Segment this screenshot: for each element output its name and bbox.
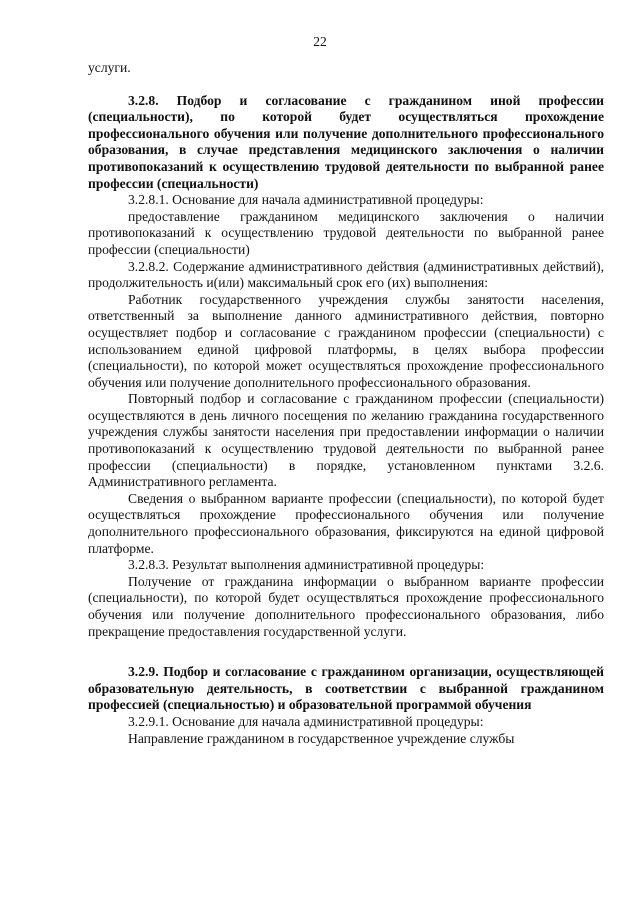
subsection-3-2-8-3: 3.2.8.3. Результат выполнения административной процедуры: <box>128 557 485 573</box>
paragraph: Сведения о выбранном варианте профессии (специальности), по которой будет осуществляться прохождение профессионального обучения или получение дополнительного профессионального образования, фиксируются на единой цифровой платформе. <box>88 490 604 556</box>
page-content <box>88 60 604 747</box>
section-heading-3-2-9: 3.2.9. Подбор и согласование с гражданином организации, осуществляющей образовательную деятельность, в соответствии с выбранной гражданином профессией (специальностью) и образовательной программой обучения <box>88 664 604 713</box>
paragraph: предоставление гражданином медицинского заключения о наличии противопоказаний к осуществлению трудовой деятельности по выбранной ранее профессии (специальности) <box>88 208 604 257</box>
page-number: 22 <box>313 34 327 49</box>
subsection-3-2-8-1: 3.2.8.1. Основание для начала административной процедуры: <box>128 192 484 208</box>
paragraph: Направление гражданином в государственное учреждение службы <box>128 730 515 746</box>
paragraph: Работник государственного учреждения службы занятости населения, ответственный за выполнение данного административного действия, повторно осуществляет подбор и согласование с гражданином профессии (специальности) с использованием единой цифровой платформы, в целях выбора профессии (специальности), по которой может осуществляться прохождение профессионального обучения или получение дополнительного профессионального образования. <box>88 291 604 390</box>
paragraph: Получение от гражданина информации о выбранном варианте профессии (специальности), по которой будет осуществляться прохождение профессионального обучения или получение дополнительного профессионального образования, либо прекращение предоставления государственной услуги. <box>88 573 604 639</box>
subsection-3-2-8-2: 3.2.8.2. Содержание административного действия (административных действий), продолжительность и(или) максимальный срок его (их) выполнения: <box>88 258 604 291</box>
subsection-3-2-9-1: 3.2.9.1. Основание для начала административной процедуры: <box>128 713 484 729</box>
continuation-text: услуги. <box>88 60 131 75</box>
section-heading-3-2-8: 3.2.8. Подбор и согласование с гражданином иной профессии (специальности), по которой будет осуществляться прохождение профессионального обучения или получение дополнительного профессионального образования, в случае представления медицинского заключения о наличии противопоказаний к осуществлению трудовой деятельности по выбранной ранее профессии (специальности) <box>88 92 604 191</box>
paragraph: Повторный подбор и согласование с гражданином профессии (специальности) осуществляются в день личного посещения по желанию гражданина государственного учреждения службы занятости населения при предоставлении информации о наличии противопоказаний к осуществлению трудовой деятельности по выбранной ранее профессии (специальности) в порядке, установленном пунктами 3.2.6. Административного регламента. <box>88 391 604 490</box>
